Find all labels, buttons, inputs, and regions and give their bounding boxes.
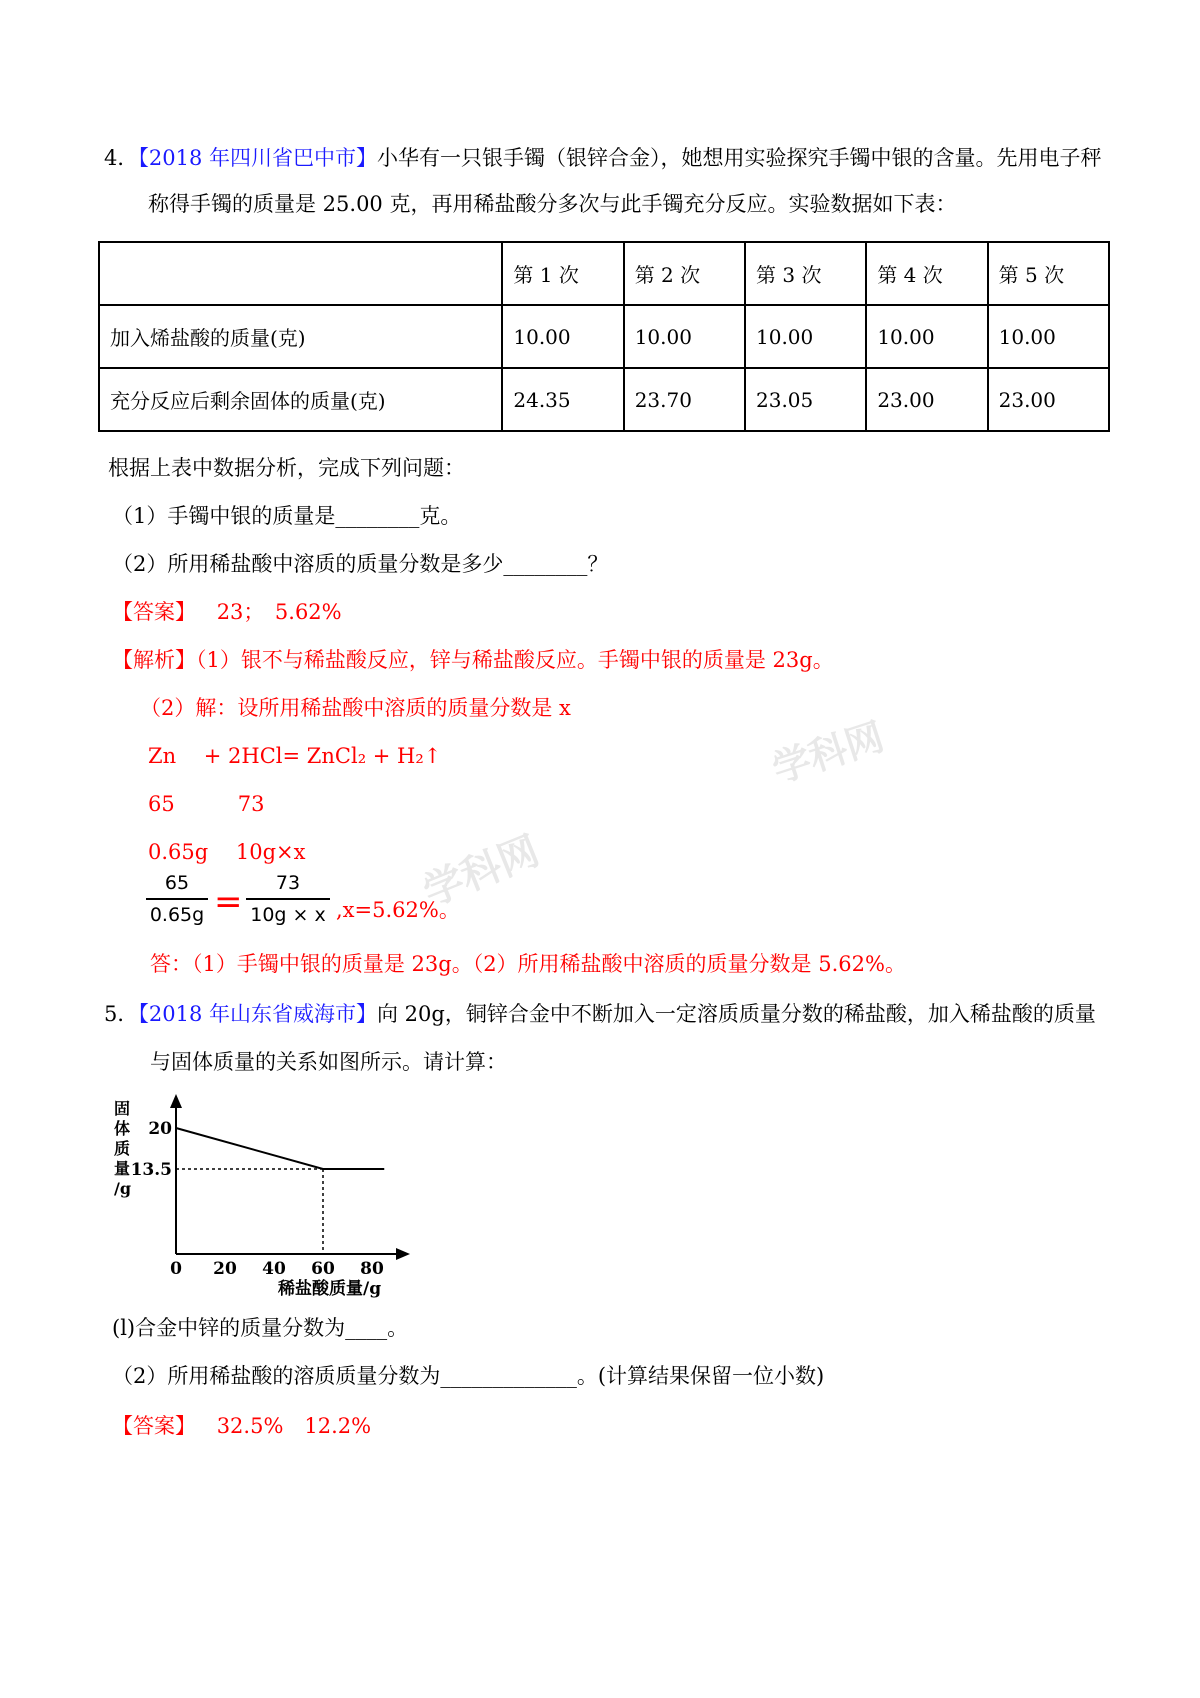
- fraction-result: ,x=5.62%。: [336, 898, 460, 922]
- q5-number: 5．: [104, 1002, 139, 1026]
- y-tick-label: 20: [148, 1119, 172, 1139]
- x-tick-label: 60: [311, 1259, 335, 1279]
- y-axis-label-char: 体: [114, 1119, 131, 1138]
- q4-intro: 根据上表中数据分析，完成下列问题：: [108, 456, 465, 480]
- x-tick-label: 20: [213, 1259, 237, 1279]
- q4-number: 4．: [104, 146, 139, 170]
- y-axis-arrow: [170, 1094, 182, 1108]
- series-line: [176, 1128, 384, 1169]
- table-header-cell: 第 5 次: [988, 242, 1109, 305]
- analysis-text-1: （1）银不与稀盐酸反应，锌与稀盐酸反应。手镯中银的质量是 23g。: [196, 648, 834, 672]
- watermark: 学科网: [417, 827, 546, 916]
- fraction-right: [246, 872, 330, 926]
- y-tick-label: 13.5: [130, 1159, 172, 1180]
- table-row: [99, 305, 1109, 368]
- table-row: [99, 368, 1109, 431]
- x-tick-label: 80: [360, 1259, 384, 1279]
- table-cell: 23.00: [988, 368, 1109, 431]
- q4-answer: [112, 596, 342, 626]
- table-cell: 23.70: [624, 368, 745, 431]
- table-header-cell: 第 4 次: [866, 242, 987, 305]
- x-axis-arrow: [396, 1248, 410, 1260]
- q4-sub1: （1）手镯中银的质量是________克。: [112, 504, 462, 528]
- analysis-label: 【解析】: [112, 648, 196, 672]
- table-header-cell: 第 3 次: [745, 242, 866, 305]
- fraction-bar: [246, 898, 330, 900]
- y-axis-label-char: 质: [114, 1139, 131, 1158]
- q4-text-line2: 称得手镯的质量是 25.00 克，再用稀盐酸分多次与此手镯充分反应。实验数据如下表：: [148, 192, 957, 216]
- q4-data-table: [98, 241, 1110, 432]
- equals-sign: =: [214, 882, 243, 922]
- q4-sub2: （2）所用稀盐酸中溶质的质量分数是多少________？: [112, 552, 609, 576]
- q5-answer: [112, 1410, 371, 1440]
- answer-label: 【答案】: [112, 600, 196, 624]
- table-cell: 23.05: [745, 368, 866, 431]
- q4-analysis-1: [112, 644, 834, 674]
- answer-label: 【答案】: [112, 1414, 196, 1438]
- fraction-right-numerator: 73: [275, 872, 301, 894]
- q4-line1: [104, 142, 1102, 172]
- fraction-left-denominator: 0.65g: [149, 904, 205, 926]
- q5-text-line2: 与固体质量的关系如图所示。请计算：: [150, 1050, 507, 1074]
- q4-equation: Zn + 2HCl= ZnCl₂ + H₂↑: [148, 744, 442, 768]
- fraction-right-denominator: 10g × x: [250, 904, 326, 926]
- table-cell: 充分反应后剩余固体的质量(克): [99, 368, 502, 431]
- q5-text-line1: 向 20g，铜锌合金中不断加入一定溶质质量分数的稀盐酸，加入稀盐酸的质量: [377, 1002, 1096, 1026]
- watermark: 学科网: [767, 714, 890, 792]
- y-axis-label-char: 量: [114, 1159, 131, 1178]
- table-cell: 10.00: [866, 305, 987, 368]
- answer-value: 23； 5.62%: [216, 600, 342, 624]
- q5-source: 【2018 年山东省威海市】: [138, 1002, 377, 1026]
- table-cell: 10.00: [745, 305, 866, 368]
- table-cell: 23.00: [866, 368, 987, 431]
- q4-conclusion: 答：（1）手镯中银的质量是 23g。（2）所用稀盐酸中溶质的质量分数是 5.62%。: [150, 952, 906, 976]
- q4-text-line1: 小华有一只银手镯（银锌合金），她想用实验探究手镯中银的含量。先用电子秤: [377, 146, 1102, 170]
- y-axis-label-char: 固: [114, 1099, 131, 1118]
- x-tick-label: 40: [262, 1259, 286, 1279]
- q4-analysis-2: （2）解：设所用稀盐酸中溶质的质量分数是 x: [140, 696, 571, 720]
- table-header-cell: 第 1 次: [502, 242, 623, 305]
- q4-amount-row: 0.65g 10g×x: [148, 840, 306, 864]
- table-cell: 24.35: [502, 368, 623, 431]
- fraction-left: [146, 872, 208, 926]
- y-axis-label-char: /g: [114, 1179, 132, 1198]
- q5-sub2: （2）所用稀盐酸的溶质质量分数为_____________。(计算结果保留一位小数): [112, 1364, 825, 1388]
- y-axis-label: [114, 1099, 131, 1198]
- table-header-row: [99, 242, 1109, 305]
- q4-mass-row: 65 73: [148, 792, 265, 816]
- fraction-left-numerator: 65: [164, 872, 190, 894]
- table-cell: 10.00: [988, 305, 1109, 368]
- table-header-cell: [99, 242, 502, 305]
- table-cell: 10.00: [624, 305, 745, 368]
- table-cell: 加入烯盐酸的质量(克): [99, 305, 502, 368]
- x-axis-label: 稀盐酸质量/g: [278, 1279, 382, 1299]
- table-cell: 10.00: [502, 305, 623, 368]
- table-header-cell: 第 2 次: [624, 242, 745, 305]
- q4-source: 【2018 年四川省巴中市】: [138, 146, 377, 170]
- q5-line1: [104, 998, 1096, 1028]
- answer-value: 32.5% 12.2%: [216, 1414, 372, 1438]
- q5-sub1: (l)合金中锌的质量分数为____。: [112, 1316, 409, 1340]
- fraction-bar: [146, 898, 208, 900]
- x-tick-label: 0: [170, 1259, 182, 1279]
- solid-mass-chart: [110, 1084, 430, 1304]
